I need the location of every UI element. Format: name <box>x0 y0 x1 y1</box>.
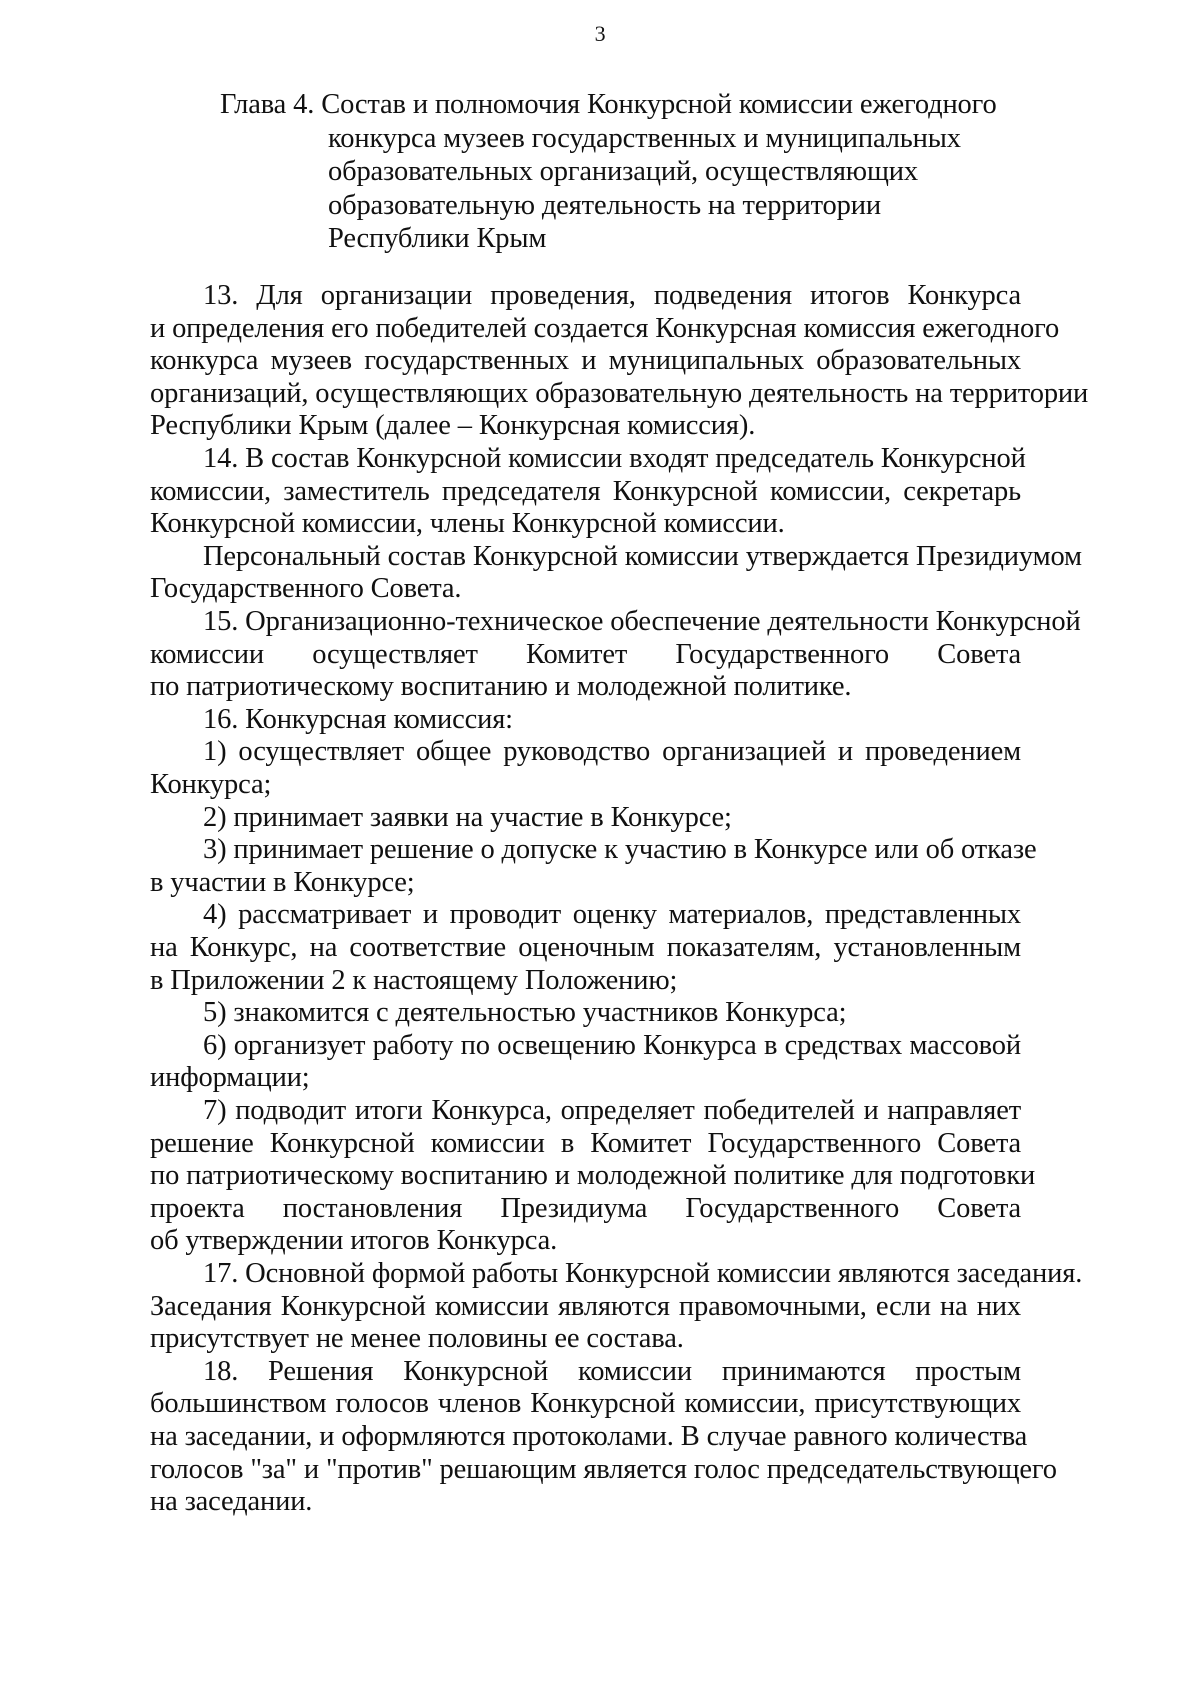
text-line: на Конкурс, на соответствие оценочным показателям, установленным <box>150 932 1021 963</box>
text-line: 4) рассматривает и проводит оценку материалов, представленных <box>203 899 1021 930</box>
text-line: большинством голосов членов Конкурсной комиссии, присутствующих <box>150 1388 1021 1419</box>
text-line: 2) принимает заявки на участие в Конкурсе; <box>203 802 732 833</box>
text-line: 3) принимает решение о допуске к участию в Конкурсе или об отказе <box>203 834 1037 865</box>
text-line: решение Конкурсной комиссии в Комитет Государственного Совета <box>150 1128 1021 1159</box>
text-line: 7) подводит итоги Конкурса, определяет победителей и направляет <box>203 1095 1021 1126</box>
text-line: 17. Основной формой работы Конкурсной комиссии являются заседания. <box>203 1258 1083 1289</box>
text-line: 15. Организационно-техническое обеспечение деятельности Конкурсной <box>203 606 1081 637</box>
page-number: 3 <box>594 21 606 46</box>
text-line: Персональный состав Конкурсной комиссии утверждается Президиумом <box>203 541 1082 572</box>
text-line: Республики Крым (далее – Конкурсная комиссия). <box>150 410 756 441</box>
chapter-heading <box>220 88 1080 256</box>
heading-label: Глава 4. <box>220 89 315 120</box>
text-line: комиссии, заместитель председателя Конкурсной комиссии, секретарь <box>150 476 1021 507</box>
text-line: присутствует не менее половины ее состава. <box>150 1323 684 1354</box>
text-line: на заседании, и оформляются протоколами. В случае равного количества <box>150 1421 1028 1452</box>
text-line: 13. Для организации проведения, подведения итогов Конкурса <box>203 280 1021 311</box>
text-line: комиссии осуществляет Комитет Государственного Совета <box>150 639 1021 670</box>
text-line: 16. Конкурсная комиссия: <box>203 704 513 735</box>
text-line: по патриотическому воспитанию и молодежной политике для подготовки <box>150 1160 1036 1191</box>
text-line: Конкурсной комиссии, члены Конкурсной комиссии. <box>150 508 785 539</box>
text-line: информации; <box>150 1062 310 1093</box>
text-line: конкурса музеев государственных и муниципальных образовательных <box>150 345 1021 376</box>
text-line: 1) осуществляет общее руководство организацией и проведением <box>203 736 1021 767</box>
heading-line: конкурса музеев государственных и муниципальных <box>328 122 961 154</box>
text-line: проекта постановления Президиума Государственного Совета <box>150 1193 1021 1224</box>
text-line: Государственного Совета. <box>150 573 462 604</box>
heading-line: образовательных организаций, осуществляющих <box>328 156 918 187</box>
text-line: Заседания Конкурсной комиссии являются правомочными, если на них <box>150 1291 1021 1322</box>
text-line: и определения его победителей создается Конкурсная комиссия ежегодного <box>150 313 1060 344</box>
text-line: 14. В состав Конкурсной комиссии входят председатель Конкурсной <box>203 443 1026 474</box>
heading-line-text: Состав и полномочия Конкурсной комиссии ежегодного <box>321 89 997 120</box>
text-line: на заседании. <box>150 1486 313 1517</box>
text-line: 5) знакомится с деятельностью участников Конкурса; <box>203 997 847 1028</box>
text-line: в Приложении 2 к настоящему Положению; <box>150 965 678 996</box>
text-line: организаций, осуществляющих образовательную деятельность на территории <box>150 378 1089 409</box>
text-line: 6) организует работу по освещению Конкурса в средствах массовой <box>203 1030 1021 1061</box>
text-line: 18. Решения Конкурсной комиссии принимаются простым <box>203 1356 1021 1387</box>
text-line: по патриотическому воспитанию и молодежной политике. <box>150 671 852 702</box>
heading-line <box>220 88 1080 122</box>
heading-line: образовательную деятельность на территории <box>328 189 881 221</box>
heading-line: Республики Крым <box>328 223 547 254</box>
text-line: голосов "за" и "против" решающим является голос председательствующего <box>150 1454 1057 1485</box>
text-line: Конкурса; <box>150 769 272 800</box>
text-line: в участии в Конкурсе; <box>150 867 415 898</box>
text-line: об утверждении итогов Конкурса. <box>150 1225 558 1256</box>
